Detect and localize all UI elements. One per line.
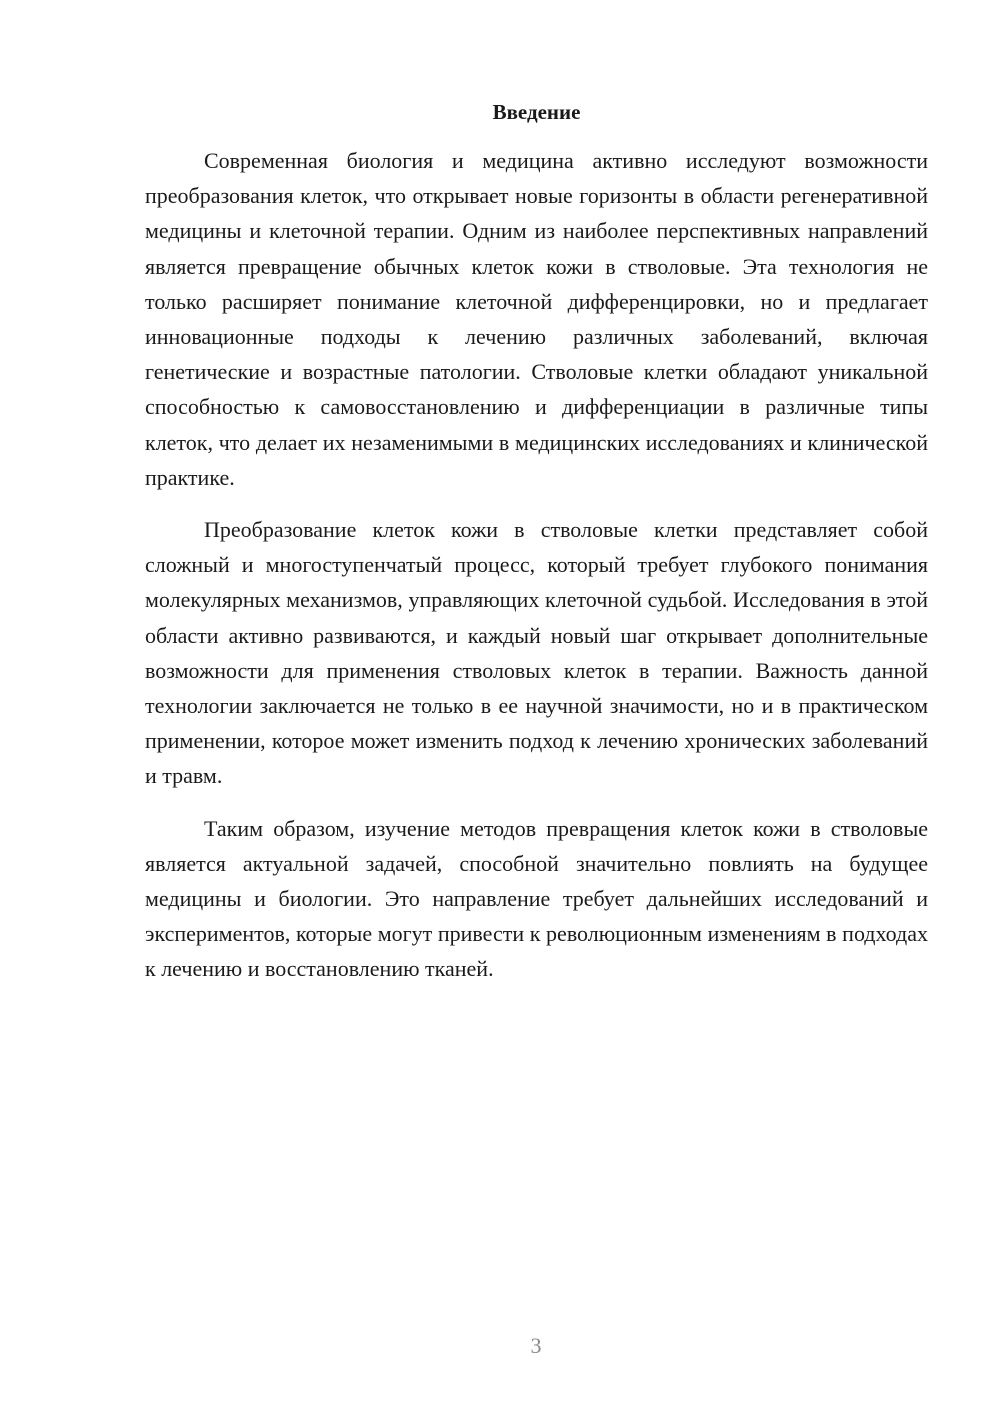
paragraph-1: Современная биология и медицина активно исследуют возможности преобразования клеток, что открывает новые горизонты в области регенеративной медицины и клеточной терапии. Одним из наиболее перспективных направлений является превращение обычных клеток кожи в стволовые. Эта технология не только расширяет понимание клеточной дифференцировки, но и предлагает инновационные подходы к лечению различных заболеваний, включая генетические и возрастные патологии. Стволовые клетки обладают уникальной способностью к самовосстановлению и дифференциации в различные типы клеток, что делает их незаменимыми в медицинских исследованиях и клинической практике. (145, 148, 928, 490)
page-number: 3 (530, 1333, 542, 1358)
body-text (145, 143, 928, 1004)
paragraph-2: Преобразование клеток кожи в стволовые клетки представляет собой сложный и многоступенчатый процесс, который требует глубокого понимания молекулярных механизмов, управляющих клеточной судьбой. Исследования в этой области активно развиваются, и каждый новый шаг открывает дополнительные возможности для применения стволовых клеток в терапии. Важность данной технологии заключается не только в ее научной значимости, но и в практическом применении, которое может изменить подход к лечению хронических заболеваний и травм. (145, 517, 928, 789)
paragraph-3: Таким образом, изучение методов превращения клеток кожи в стволовые является актуальной задачей, способной значительно повлиять на будущее медицины и биологии. Это направление требует дальнейших исследований и экспериментов, которые могут привести к революционным изменениям в подходах к лечению и восстановлению тканей. (145, 815, 928, 982)
section-title: Введение (492, 100, 581, 124)
